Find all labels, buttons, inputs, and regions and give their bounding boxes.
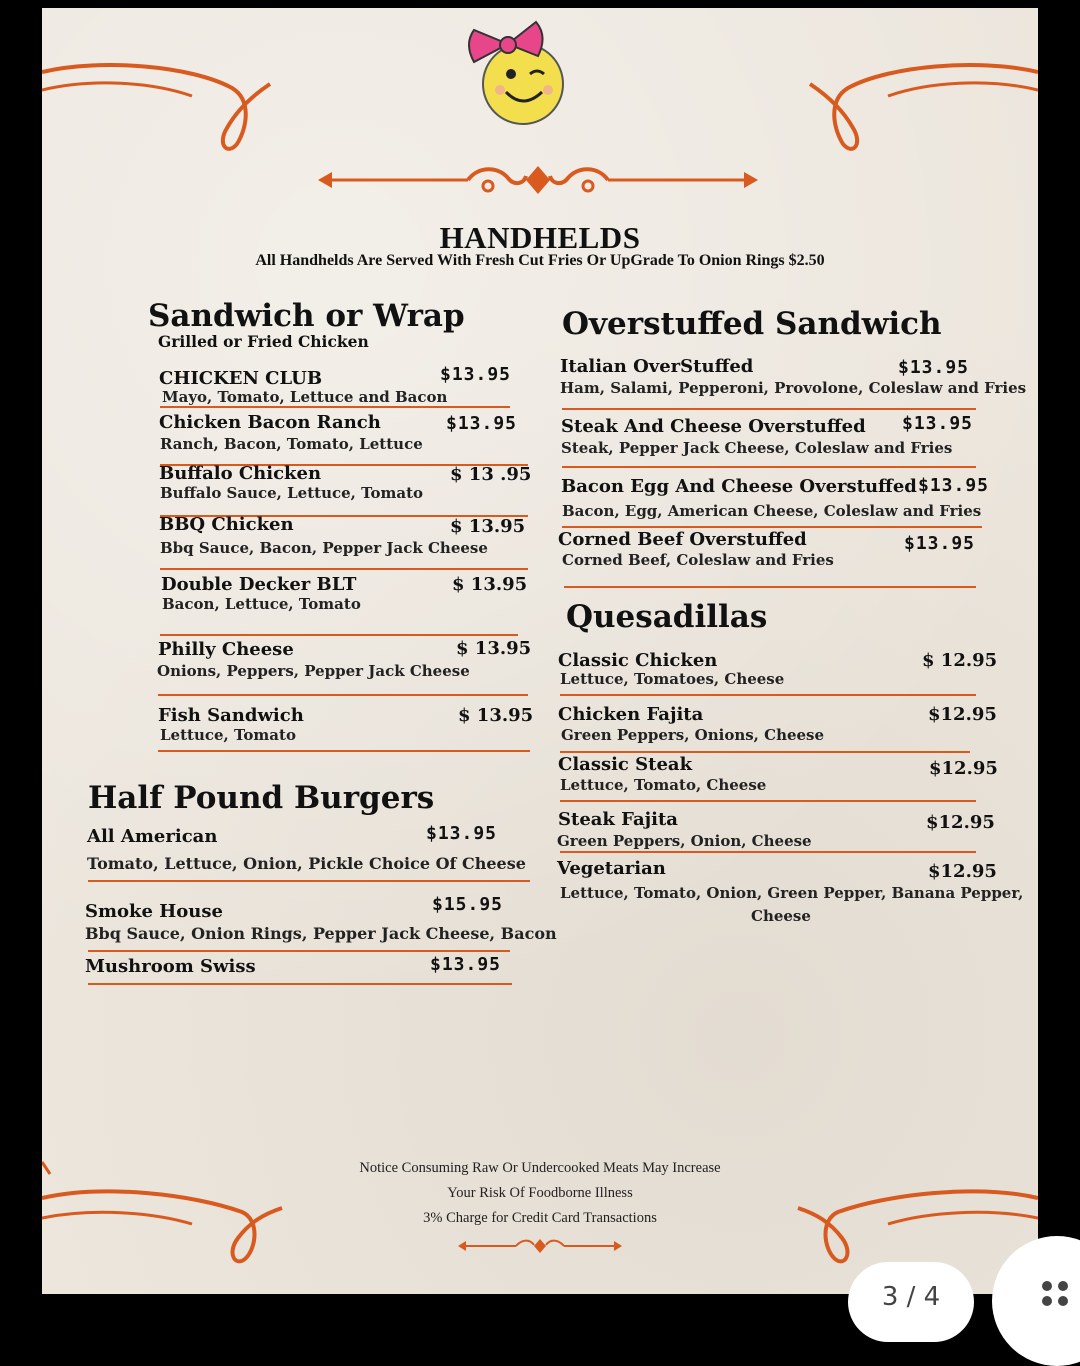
menu-item-desc: Bbq Sauce, Onion Rings, Pepper Jack Cheese, Bacon bbox=[85, 924, 557, 943]
swirl-ornament-icon bbox=[798, 48, 1038, 158]
divider bbox=[564, 586, 976, 588]
menu-item-name: Buffalo Chicken bbox=[159, 463, 322, 484]
divider bbox=[88, 950, 510, 952]
menu-item-price: $ 13.95 bbox=[458, 705, 534, 726]
menu-item-price: $12.95 bbox=[926, 812, 995, 833]
notice-line: 3% Charge for Credit Card Transactions bbox=[423, 1210, 657, 1226]
menu-item-name: Bacon Egg And Cheese Overstuffed bbox=[561, 476, 917, 497]
menu-item-price: $13.95 bbox=[904, 533, 976, 554]
menu-item-price: $ 13 .95 bbox=[450, 464, 532, 485]
page-subtitle: All Handhelds Are Served With Fresh Cut Fries Or UpGrade To Onion Rings $2.50 bbox=[255, 252, 825, 269]
menu-item-desc-continued: Cheese bbox=[751, 907, 811, 925]
menu-item-price: $13.95 bbox=[902, 413, 974, 434]
menu-item-name: Fish Sandwich bbox=[158, 705, 304, 726]
menu-item-price: $ 12.95 bbox=[922, 650, 998, 671]
divider bbox=[160, 568, 528, 570]
menu-page bbox=[42, 8, 1038, 1294]
menu-item-desc: Lettuce, Tomato bbox=[160, 726, 296, 744]
menu-item-desc: Steak, Pepper Jack Cheese, Coleslaw and Fries bbox=[561, 439, 953, 457]
menu-item-desc: Buffalo Sauce, Lettuce, Tomato bbox=[160, 484, 424, 502]
menu-item-price: $12.95 bbox=[928, 861, 997, 882]
menu-item-desc: Green Peppers, Onion, Cheese bbox=[557, 832, 812, 850]
page-title: HANDHELDS bbox=[439, 220, 641, 255]
menu-item-desc: Lettuce, Tomatoes, Cheese bbox=[560, 670, 785, 688]
menu-item-desc: Corned Beef, Coleslaw and Fries bbox=[562, 551, 834, 569]
flourish-divider-icon bbox=[318, 162, 758, 198]
menu-item-name: Classic Chicken bbox=[558, 650, 718, 671]
menu-item-price: $13.95 bbox=[898, 357, 970, 378]
divider bbox=[560, 751, 970, 753]
divider bbox=[160, 406, 510, 408]
page-indicator bbox=[848, 1262, 974, 1342]
menu-item-price: $13.95 bbox=[918, 475, 990, 496]
section-title-quesadillas: Quesadillas bbox=[566, 599, 768, 635]
menu-item-name: Smoke House bbox=[85, 901, 223, 922]
section-title-burgers: Half Pound Burgers bbox=[88, 780, 435, 816]
divider bbox=[562, 526, 982, 528]
smiley-face-icon bbox=[460, 14, 570, 126]
swirl-ornament-icon bbox=[42, 48, 282, 158]
menu-item-name: Chicken Fajita bbox=[558, 704, 704, 725]
notice-line: Your Risk Of Foodborne Illness bbox=[447, 1185, 633, 1201]
menu-item-name: Double Decker BLT bbox=[161, 574, 357, 595]
menu-item-desc: Onions, Peppers, Pepper Jack Cheese bbox=[157, 662, 470, 680]
divider bbox=[158, 694, 528, 696]
menu-item-name: Philly Cheese bbox=[158, 639, 294, 660]
menu-item-name: Steak Fajita bbox=[558, 809, 678, 830]
menu-item-desc: Ham, Salami, Pepperoni, Provolone, Coleslaw and Fries bbox=[560, 379, 1027, 397]
menu-item-price: $ 13.95 bbox=[452, 574, 528, 595]
menu-item-price: $ 13.95 bbox=[450, 516, 526, 537]
divider bbox=[88, 983, 512, 985]
divider bbox=[560, 851, 976, 853]
menu-item-desc: Green Peppers, Onions, Cheese bbox=[561, 726, 825, 744]
menu-item-name: Steak And Cheese Overstuffed bbox=[561, 416, 866, 437]
menu-item-name: CHICKEN CLUB bbox=[159, 368, 323, 389]
menu-item-name: Mushroom Swiss bbox=[85, 956, 256, 977]
menu-item-desc: Bacon, Egg, American Cheese, Coleslaw and Fries bbox=[562, 502, 982, 520]
menu-item-price: $13.95 bbox=[440, 364, 512, 385]
menu-item-desc: Bacon, Lettuce, Tomato bbox=[162, 595, 361, 613]
section-title-overstuffed: Overstuffed Sandwich bbox=[562, 306, 942, 342]
menu-item-price: $13.95 bbox=[446, 413, 518, 434]
divider bbox=[88, 880, 530, 882]
divider bbox=[560, 694, 976, 696]
page-indicator-label: 3 / 4 bbox=[881, 1282, 941, 1312]
menu-item-desc: Mayo, Tomato, Lettuce and Bacon bbox=[162, 388, 448, 406]
divider bbox=[560, 800, 976, 802]
divider bbox=[562, 408, 976, 410]
menu-item-name: Chicken Bacon Ranch bbox=[159, 412, 381, 433]
divider bbox=[562, 466, 976, 468]
menu-item-name: Corned Beef Overstuffed bbox=[558, 529, 807, 550]
menu-item-price: $13.95 bbox=[426, 823, 498, 844]
notice-line: Notice Consuming Raw Or Undercooked Meats May Increase bbox=[359, 1160, 721, 1176]
section-title-sandwich: Sandwich or Wrap bbox=[148, 298, 465, 334]
menu-item-desc: Lettuce, Tomato, Cheese bbox=[560, 776, 767, 794]
menu-item-price: $ 13.95 bbox=[456, 638, 532, 659]
divider bbox=[160, 634, 518, 636]
menu-item-desc: Tomato, Lettuce, Onion, Pickle Choice Of Cheese bbox=[87, 854, 526, 873]
menu-item-name: Classic Steak bbox=[558, 754, 693, 775]
menu-item-desc: Lettuce, Tomato, Onion, Green Pepper, Banana Pepper, bbox=[560, 884, 1024, 902]
menu-item-name: Vegetarian bbox=[557, 858, 666, 879]
menu-item-price: $12.95 bbox=[928, 704, 997, 725]
flourish-divider-icon bbox=[458, 1237, 622, 1255]
divider bbox=[158, 750, 530, 752]
menu-item-price: $12.95 bbox=[929, 758, 998, 779]
menu-item-price: $15.95 bbox=[432, 894, 504, 915]
menu-item-desc: Ranch, Bacon, Tomato, Lettuce bbox=[160, 435, 423, 453]
section-subtitle: Grilled or Fried Chicken bbox=[158, 332, 369, 351]
menu-item-name: All American bbox=[87, 826, 218, 847]
menu-item-price: $13.95 bbox=[430, 954, 502, 975]
menu-item-name: Italian OverStuffed bbox=[560, 356, 754, 377]
menu-item-name: BBQ Chicken bbox=[159, 514, 294, 535]
menu-item-desc: Bbq Sauce, Bacon, Pepper Jack Cheese bbox=[160, 539, 488, 557]
